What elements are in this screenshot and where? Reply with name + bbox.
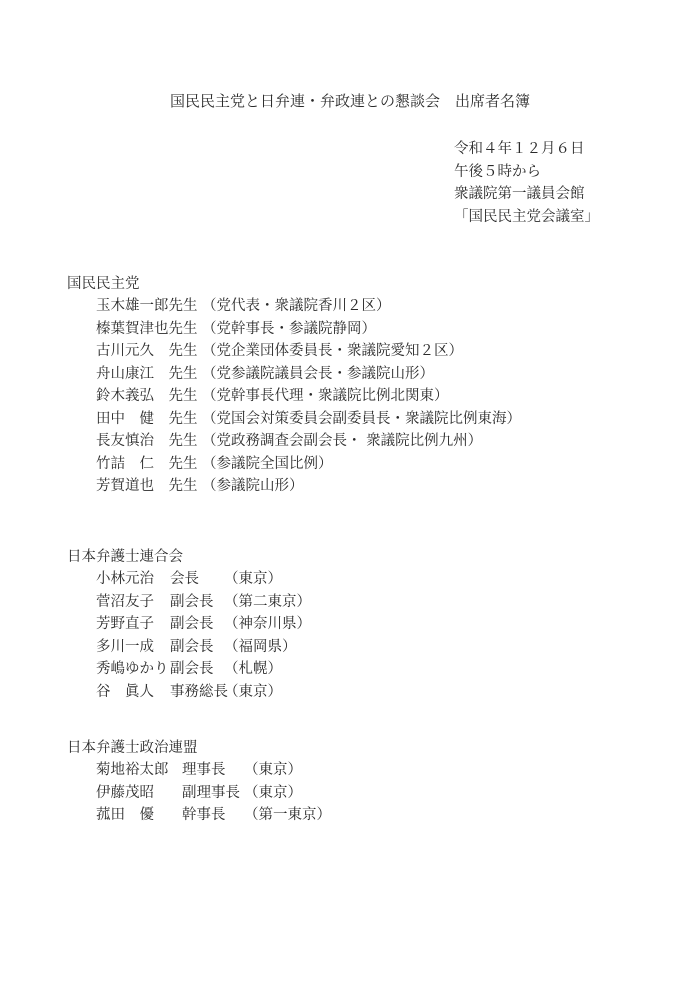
attendee-name: 多川一成 <box>96 638 154 655</box>
meeting-info <box>454 138 599 228</box>
attendee-name: 舟山康江 先生 <box>96 365 198 382</box>
jfba-political-league-section <box>67 737 331 827</box>
attendee-title: 副理事長 <box>182 784 240 801</box>
attendee-row <box>67 568 311 591</box>
attendee-title: 幹事長 <box>182 807 226 823</box>
attendee-row <box>67 759 331 782</box>
attendee-place: （福岡県） <box>224 638 297 655</box>
attendee-row <box>67 385 521 408</box>
attendee-row <box>67 340 521 363</box>
attendee-row <box>67 782 331 805</box>
attendee-title: 事務総長 <box>170 683 228 700</box>
attendee-name: 芳野直子 <box>96 616 154 632</box>
meeting-room: 「国民民主党会議室」 <box>454 208 599 225</box>
attendee-place: （東京） <box>224 683 282 700</box>
attendee-place: （札幌） <box>224 661 282 677</box>
attendee-name: 小林元治 <box>96 571 154 587</box>
attendee-name: 芳賀道也 先生 <box>96 478 198 494</box>
attendee-title: 副会長 <box>170 661 214 677</box>
attendee-place: （第二東京） <box>224 593 311 610</box>
document-title: 国民民主党と日弁連・弁政連との懇談会 出席者名簿 <box>169 92 530 110</box>
attendee-row <box>67 636 311 659</box>
attendee-name: 伊藤茂昭 <box>96 784 154 801</box>
attendee-row <box>67 613 311 636</box>
attendee-role: （党代表・衆議院香川２区） <box>202 298 391 314</box>
attendee-row <box>67 804 331 827</box>
attendee-role: （党幹事長代理・衆議院比例北関東） <box>202 388 449 404</box>
attendee-row <box>67 430 521 453</box>
attendee-place: （東京） <box>244 762 302 778</box>
attendee-row <box>67 318 521 341</box>
attendee-name: 谷 眞人 <box>96 683 154 700</box>
jfba-section <box>67 546 311 703</box>
attendee-role: （党政務調査会副会長・ 衆議院比例九州） <box>202 433 483 449</box>
attendee-role: （党企業団体委員長・衆議院愛知２区） <box>202 343 463 359</box>
attendee-name: 長友慎治 先生 <box>96 433 198 449</box>
attendee-name: 竹詰 仁 先生 <box>96 455 198 472</box>
attendee-title: 理事長 <box>182 762 226 778</box>
attendee-role: （参議院全国比例） <box>202 455 333 472</box>
attendee-row <box>67 658 311 681</box>
attendee-place: （東京） <box>224 571 282 587</box>
attendee-place: （第一東京） <box>244 807 331 823</box>
attendee-role: （党参議院議員会長・参議院山形） <box>202 365 434 382</box>
attendee-row <box>67 295 521 318</box>
attendee-row <box>67 363 521 386</box>
attendee-row <box>67 591 311 614</box>
attendee-title: 副会長 <box>170 616 214 632</box>
section-heading: 日本弁護士連合会 <box>67 549 183 565</box>
attendee-name: 菅沼友子 <box>96 593 154 610</box>
attendee-name: 菰田 優 <box>96 807 154 823</box>
dpfp-section <box>67 273 521 498</box>
attendee-row <box>67 453 521 476</box>
attendee-role: （党幹事長・参議院静岡） <box>202 320 376 337</box>
attendee-name: 古川元久 先生 <box>96 343 198 359</box>
attendee-place: （東京） <box>244 784 302 801</box>
attendee-name: 玉木雄一郎先生 <box>96 298 198 314</box>
attendee-row <box>67 408 521 431</box>
attendee-name: 榛葉賀津也先生 <box>96 320 198 337</box>
attendee-place: （神奈川県） <box>224 616 311 632</box>
section-heading: 日本弁護士政治連盟 <box>67 740 198 756</box>
meeting-date: 令和４年１２月６日 <box>454 141 585 157</box>
attendee-name: 菊地裕太郎 <box>96 762 169 778</box>
attendee-name: 田中 健 先生 <box>96 410 198 427</box>
attendee-name: 鈴木義弘 先生 <box>96 388 198 404</box>
attendee-row <box>67 681 311 704</box>
attendee-row <box>67 475 521 498</box>
attendee-name: 秀嶋ゆかり <box>96 661 169 677</box>
attendee-title: 副会長 <box>170 593 214 610</box>
section-heading: 国民民主党 <box>67 276 140 292</box>
attendee-title: 副会長 <box>170 638 214 655</box>
attendee-title: 会長 <box>170 571 199 587</box>
meeting-venue: 衆議院第一議員会館 <box>454 186 585 202</box>
meeting-time: 午後５時から <box>454 163 541 180</box>
attendee-role: （参議院山形） <box>202 478 304 494</box>
attendee-role: （党国会対策委員会副委員長・衆議院比例東海） <box>202 410 521 427</box>
